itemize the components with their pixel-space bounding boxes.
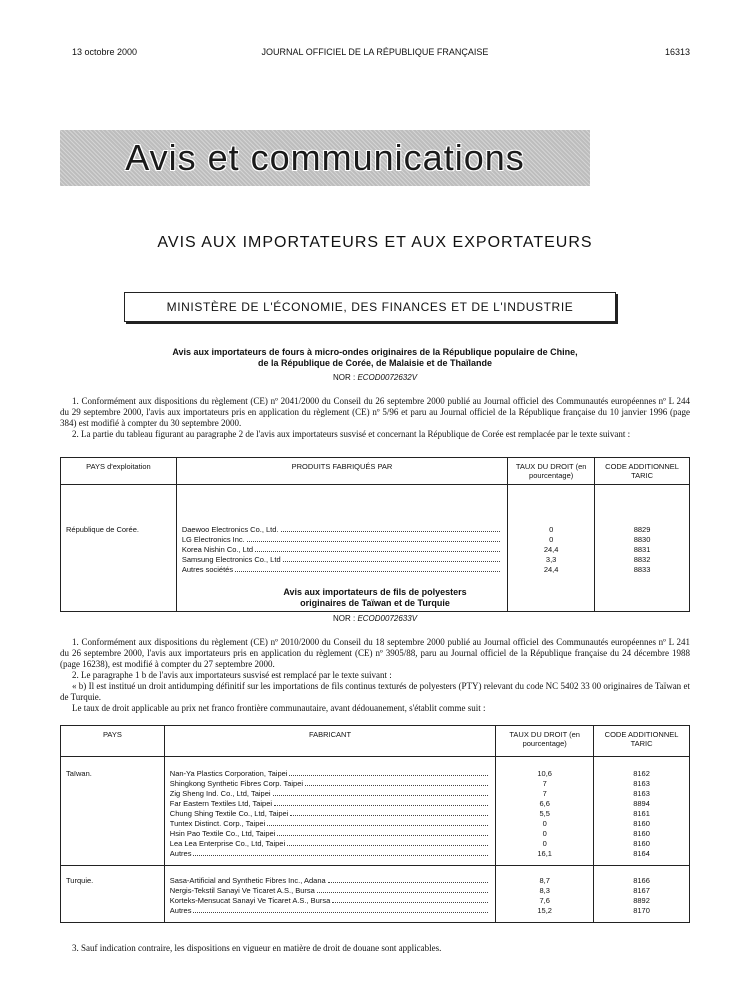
notice2-table [60,725,690,923]
dot-leader [287,839,488,846]
list-item [170,769,490,779]
duty-rate: 10,6 [537,769,552,778]
list-item [182,535,502,545]
ministry-name: MINISTÈRE DE L'ÉCONOMIE, DES FINANCES ET DE L'INDUSTRIE [166,300,574,314]
notice2-col-taric: CODE ADDITIONNEL TARIC [594,726,690,757]
table-row [61,757,690,866]
manufacturer-name: Nan-Ya Plastics Corporation, Taipei [169,769,288,778]
dot-leader [274,799,488,806]
taric-code: 8833 [633,565,651,574]
list-item [170,829,490,839]
country-name: Taïwan. [66,769,92,778]
manufacturer-name: Autres [169,906,192,915]
duty-rate: 15,2 [537,906,552,915]
notice2-paragraph-5: 3. Sauf indication contraire, les dispositions en vigueur en matière de droit de douane sont applicables. [72,943,442,953]
notice1-paragraph-1: 1. Conformément aux dispositions du règlement (CE) nº 2041/2000 du Conseil du 26 septembre 2000 publié au Journal officiel des Communautés européennes nº L 244 du 29 septembre 2000, l'avis aux importateurs pris en application du règlement (CE) nº 5/96 et paru au Journal officiel de la République française du 10 janvier 1996 (page 384) est modifié à compter du 30 septembre 2000. [60,396,690,428]
list-item [170,876,490,886]
manufacturer-name: Samsung Electronics Co., Ltd [181,555,281,564]
manufacturer-name: Chung Shing Textile Co., Ltd, Taipei [169,809,289,818]
taric-code: 8161 [633,809,650,818]
duty-rate: 16,1 [537,849,552,858]
section-banner [60,130,590,186]
manufacturer-name: Hsin Pao Textile Co., Ltd, Taipei [169,829,276,838]
taric-code: 8170 [633,906,650,915]
list-item [170,839,490,849]
manufacturer-name: Tuntex Distinct. Corp., Taipei [169,819,266,828]
duty-rate: 0 [542,819,547,828]
taric-code: 8163 [633,779,650,788]
duty-rate: 24,4 [543,545,559,554]
notice1-paragraph-2: 2. La partie du tableau figurant au paragraphe 2 de l'avis aux importateurs susvisé et concernant la République de Corée est remplacée par le texte suivant : [72,429,631,439]
notice2-nor-label: NOR : [332,614,356,623]
manufacturer-name: Korea Nishin Co., Ltd [181,545,254,554]
manufacturer-name: Daewoo Electronics Co., Ltd. [181,525,279,534]
dot-leader [332,896,488,903]
manufacturer-name: Sasa-Artificial and Synthetic Fibres Inc., Adana [169,876,326,885]
turkey-rate-cell [496,866,594,923]
duty-rate: 0 [542,829,547,838]
notice2-paragraph-3: « b) Il est institué un droit antidumping définitif sur les importations de fils continus texturés de polyesters (PTY) relevant du code NC 5402 33 00 originaires de Taïwan et de Turquie. [60,681,690,702]
list-item [170,886,490,896]
duty-rate: 0 [542,839,547,848]
taric-code: 8164 [633,849,650,858]
duty-rate: 7 [542,779,547,788]
notice2-col-rate: TAUX DU DROIT (en pourcentage) [496,726,594,757]
notice1-title-line2: de la République de Corée, de Malaisie et de Thaïlande [257,358,493,368]
section-title: AVIS AUX IMPORTATEURS ET AUX EXPORTATEURS [157,234,593,251]
notice1-table-header [61,458,690,485]
taric-code: 8160 [633,839,650,848]
taric-code: 8892 [633,896,650,905]
header-date: 13 octobre 2000 [72,47,138,57]
duty-rate: 0 [549,525,554,534]
notice2-col-country: PAYS [61,726,165,757]
dot-leader [289,769,488,776]
manufacturer-name: Lea Lea Enterprise Co., Ltd, Taipei [169,839,286,848]
taric-code: 8162 [633,769,650,778]
notice1-body [60,396,690,440]
taric-code: 8163 [633,789,650,798]
notice2-title-line2: originaires de Taïwan et de Turquie [300,598,450,608]
country-name: Turquie. [66,876,94,885]
list-item [170,906,490,916]
notice2-paragraph-4: Le taux de droit applicable au prix net franco frontière communautaire, avant dédouanement, s'établit comme suit : [72,703,486,713]
turkey-manufacturer-cell [164,866,495,923]
dot-leader [290,809,488,816]
dot-leader [193,906,488,913]
list-item [170,789,490,799]
notice2-paragraph-1: 1. Conformément aux dispositions du règlement (CE) nº 2010/2000 du Conseil du 18 septembre 2000 publié au Journal officiel des Communautés européennes nº L 241 du 26 septembre 2000, l'avis aux importateurs pris en application du règlement (CE) nº 3905/88, paru au Journal officiel de la République française du 24 décembre 1988 (page 16238), est modifié à compter du 27 septembre 2000. [60,637,690,669]
notice1-nor-code: ECOD0072632V [357,373,418,382]
list-item [182,545,502,555]
manufacturer-name: Shingkong Synthetic Fibres Corp. Taipei [169,779,304,788]
taric-code: 8830 [633,535,651,544]
duty-rate: 24,4 [543,565,559,574]
ministry-box [124,292,616,322]
duty-rate: 8,7 [539,876,550,885]
dot-leader [328,876,489,883]
duty-rate: 7 [542,789,547,798]
header-journal-title: JOURNAL OFFICIEL DE LA RÉPUBLIQUE FRANÇAISE [261,47,489,57]
notice1-col-producer: PRODUITS FABRIQUÉS PAR [176,458,507,485]
notice1-title [60,347,690,369]
taric-code: 8166 [633,876,650,885]
notice1-col-country: PAYS d'exploitation [61,458,177,485]
dot-leader [193,849,488,856]
notice2-paragraph-2: 2. Le paragraphe 1 b de l'avis aux importateurs susvisé est remplacé par le texte suivant : [72,670,392,680]
list-item [170,819,490,829]
duty-rate: 5,5 [539,809,550,818]
notice2-body [60,637,690,714]
notice1-nor [60,373,690,382]
notice1-title-line1: Avis aux importateurs de fours à micro-ondes originaires de la République populaire de Chine, [172,347,578,357]
taric-code: 8894 [633,799,650,808]
taric-code: 8829 [633,525,651,534]
notice1-col-rate: TAUX DU DROIT (en pourcentage) [508,458,595,485]
notice2-col-manufacturer: FABRICANT [164,726,495,757]
taiwan-taric-cell [594,757,690,866]
dot-leader [247,535,500,542]
dot-leader [317,886,488,893]
list-item [182,525,502,535]
header-page-number: 16313 [664,47,690,57]
duty-rate: 3,3 [545,555,557,564]
country-name: République de Corée. [66,525,139,534]
notice1-col-taric: CODE ADDITIONNEL TARIC [595,458,690,485]
dot-leader [267,819,488,826]
manufacturer-name: Nergis-Tekstil Sanayi Ve Ticaret A.S., Bursa [169,886,315,895]
dot-leader [255,545,500,552]
list-item [170,849,490,859]
dot-leader [273,789,489,796]
turkey-country-cell [61,866,165,923]
list-item [170,799,490,809]
table-row [61,866,690,923]
manufacturer-name: Zig Sheng Ind. Co., Ltd, Taipei [169,789,271,798]
list-item [182,565,502,575]
duty-rate: 6,6 [539,799,550,808]
taiwan-country-cell [61,757,165,866]
turkey-taric-cell [594,866,690,923]
banner-title: Avis et communications [125,137,525,178]
list-item [170,896,490,906]
duty-rate: 0 [549,535,554,544]
taric-code: 8832 [633,555,651,564]
dot-leader [235,565,500,572]
list-item [170,809,490,819]
taric-code: 8167 [633,886,650,895]
dot-leader [305,779,488,786]
taric-code: 8160 [633,829,650,838]
notice2-title-line1: Avis aux importateurs de fils de polyesters [283,587,467,597]
manufacturer-name: Far Eastern Textiles Ltd, Taipei [169,799,273,808]
notice2-nor [60,614,690,623]
dot-leader [281,525,501,532]
manufacturer-name: Autres sociétés [181,565,234,574]
taiwan-rate-cell [496,757,594,866]
manufacturer-name: Autres [169,849,192,858]
duty-rate: 8,3 [539,886,550,895]
list-item [170,779,490,789]
duty-rate: 7,6 [539,896,550,905]
notice2-nor-code: ECOD0072633V [357,614,418,623]
manufacturer-name: LG Electronics Inc. [181,535,245,544]
notice1-nor-label: NOR : [332,373,356,382]
taric-code: 8160 [633,819,650,828]
list-item [182,555,502,565]
taiwan-manufacturer-cell [164,757,495,866]
dot-leader [277,829,488,836]
manufacturer-name: Korteks-Mensucat Sanayi Ve Ticaret A.S., Bursa [169,896,331,905]
dot-leader [283,555,501,562]
notice2-title [60,587,690,609]
taric-code: 8831 [633,545,651,554]
notice2-table-header [61,726,690,757]
